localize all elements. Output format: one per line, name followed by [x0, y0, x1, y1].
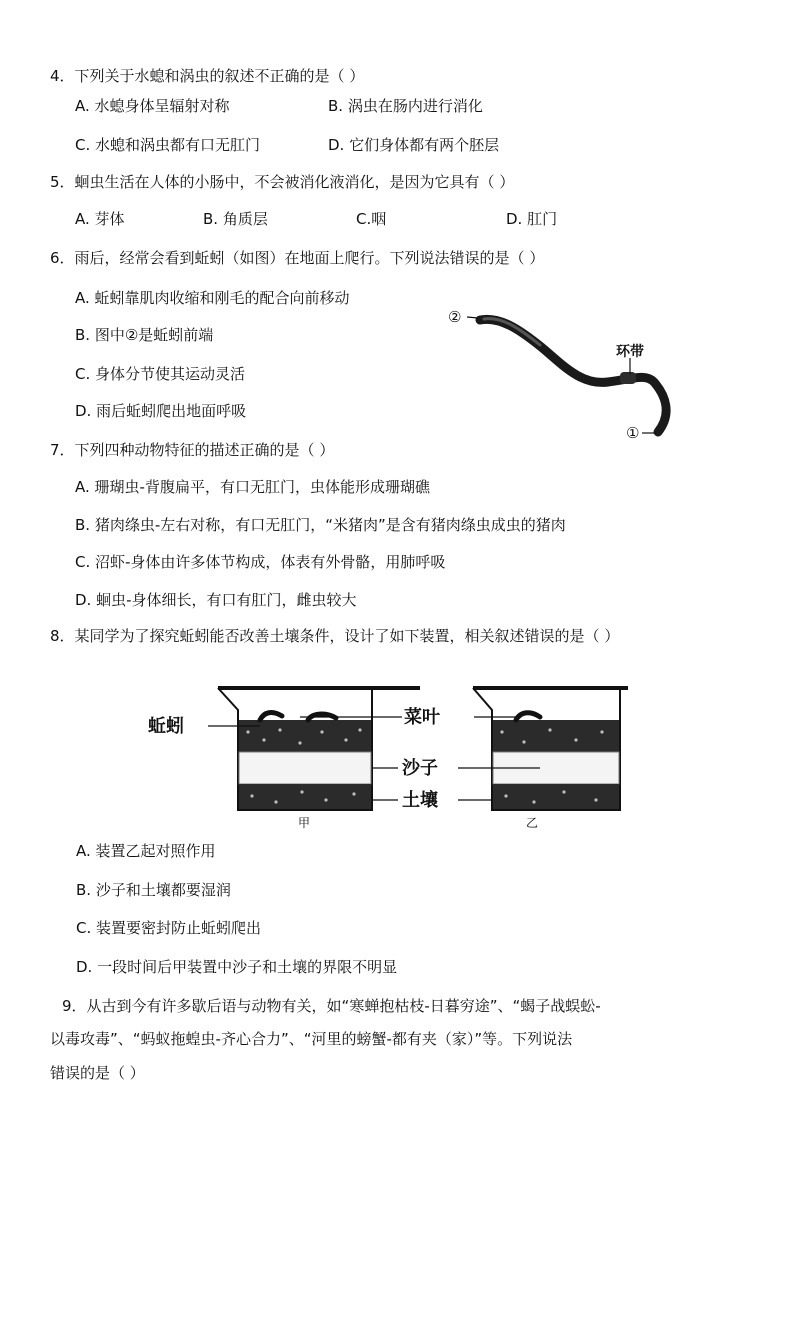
q8-option-c[interactable]: C. 装置要密封防止蚯蚓爬出: [76, 919, 262, 937]
container-yi: [473, 688, 628, 810]
q9-stem-line-1: 9．从古到今有许多歇后语与动物有关，如“寒蝉抱枯枝-日暮穷途”、“蝎子战蜈蚣-: [62, 997, 601, 1015]
q6-option-b[interactable]: B. 图中②是蚯蚓前端: [75, 326, 214, 344]
clitellum-band: [620, 372, 636, 384]
q4-option-b[interactable]: B. 涡虫在肠内进行消化: [328, 97, 483, 115]
label-band: 环带: [616, 344, 644, 360]
soil-bottom-layer: [239, 784, 371, 809]
q5-stem: 5．蛔虫生活在人体的小肠中，不会被消化液消化，是因为它具有（ ）: [50, 173, 515, 191]
q8-stem: 8．某同学为了探究蚯蚓能否改善土壤条件，设计了如下装置，相关叙述错误的是（ ）: [50, 627, 620, 645]
label-soil: 土壤: [402, 790, 438, 811]
q7-option-d[interactable]: D. 蛔虫-身体细长，有口有肛门，雌虫较大: [75, 591, 357, 609]
q6-option-c[interactable]: C. 身体分节使其运动灵活: [75, 365, 246, 383]
label-sand: 沙子: [402, 758, 438, 779]
q5-option-c[interactable]: C.咽: [356, 210, 387, 228]
label-yi: 乙: [526, 816, 539, 830]
q4-option-c[interactable]: C. 水螅和涡虫都有口无肛门: [75, 136, 261, 154]
q6-option-d[interactable]: D. 雨后蚯蚓爬出地面呼吸: [75, 402, 247, 420]
sand-layer: [239, 752, 371, 784]
q6-option-a[interactable]: A. 蚯蚓靠肌肉收缩和刚毛的配合向前移动: [75, 289, 350, 307]
label-worm: 蚯蚓: [148, 716, 184, 737]
head-leader-line: [467, 317, 478, 318]
q9-stem-line-3: 错误的是（ ）: [50, 1064, 145, 1082]
q8-option-d[interactable]: D. 一段时间后甲装置中沙子和土壤的界限不明显: [76, 958, 398, 976]
q9-stem-line-2: 以毒攻毒”、“蚂蚁拖蝗虫-齐心合力”、“河里的螃蟹-都有夹（家）”等。下列说法: [50, 1030, 573, 1048]
label-head: ②: [448, 308, 462, 326]
q8-option-b[interactable]: B. 沙子和土壤都要湿润: [76, 881, 231, 899]
q8-option-a[interactable]: A. 装置乙起对照作用: [76, 842, 216, 860]
soil-top-layer: [239, 720, 371, 752]
q4-option-a[interactable]: A. 水螅身体呈辐射对称: [75, 97, 230, 115]
q4-stem: 4．下列关于水螅和涡虫的叙述不正确的是（ ）: [50, 67, 365, 85]
q6-stem: 6．雨后，经常会看到蚯蚓（如图）在地面上爬行。下列说法错误的是（ ）: [50, 249, 545, 267]
label-jia: 甲: [298, 816, 311, 830]
worm-shape: [260, 713, 282, 720]
q5-option-a[interactable]: A. 芽体: [75, 210, 125, 228]
q4-option-d[interactable]: D. 它们身体都有两个胚层: [328, 136, 500, 154]
q5-option-d[interactable]: D. 肛门: [506, 210, 558, 228]
earthworm-body: [480, 319, 666, 432]
container-jia: [218, 688, 420, 810]
label-leaf: 菜叶: [404, 707, 440, 728]
earthworm-figure: [440, 300, 690, 450]
q7-option-b[interactable]: B. 猪肉绦虫-左右对称，有口无肛门，“米猪肉”是含有猪肉绦虫成虫的猪肉: [75, 516, 566, 534]
label-tail: ①: [626, 424, 640, 442]
q7-option-c[interactable]: C. 沼虾-身体由许多体节构成，体表有外骨骼，用肺呼吸: [75, 553, 446, 571]
q7-stem: 7．下列四种动物特征的描述正确的是（ ）: [50, 441, 335, 459]
q5-option-b[interactable]: B. 角质层: [203, 210, 268, 228]
q7-option-a[interactable]: A. 珊瑚虫-背腹扁平，有口无肛门，虫体能形成珊瑚礁: [75, 478, 430, 496]
experiment-figure: [140, 680, 640, 830]
